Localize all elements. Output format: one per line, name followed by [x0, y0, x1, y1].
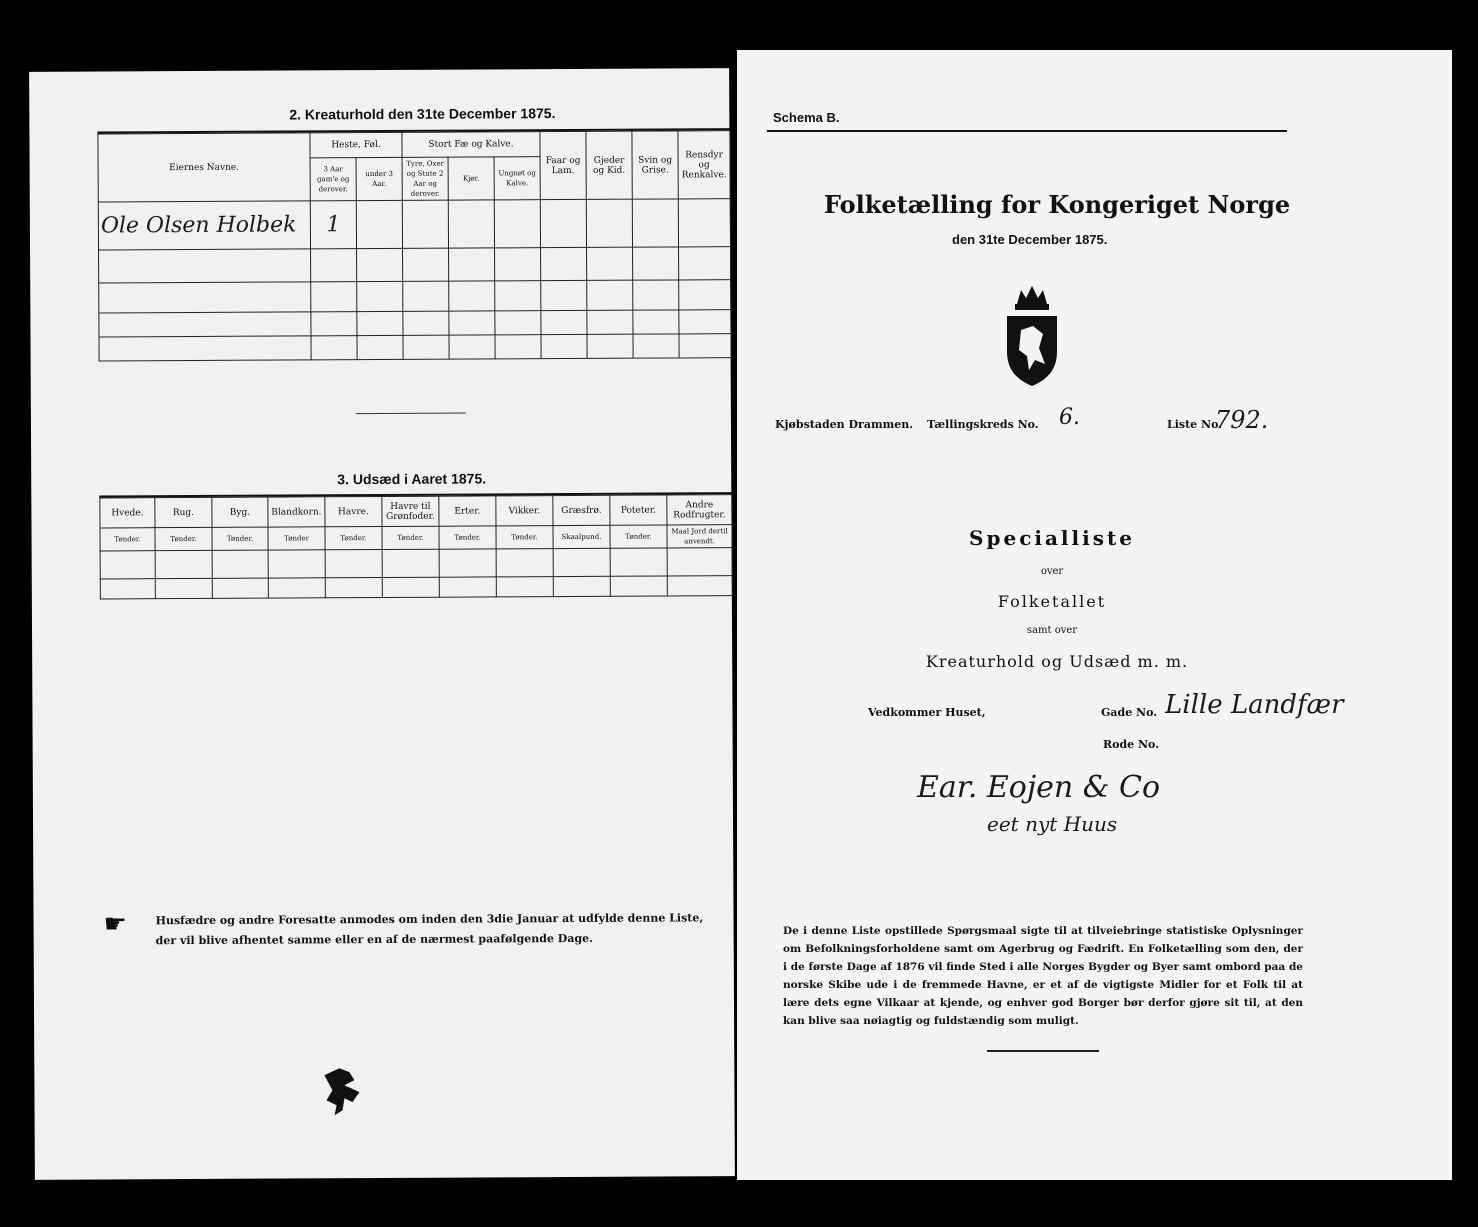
cell: [99, 312, 311, 337]
owner-handwriting-line1: Ear. Eojen & Co: [917, 770, 1161, 805]
right-page: [737, 50, 1452, 1180]
table-row: [98, 199, 730, 250]
cell: [633, 310, 679, 334]
over-text: over: [1040, 566, 1064, 577]
cell: [268, 578, 325, 598]
cell: [356, 200, 402, 248]
cell: [496, 577, 553, 597]
gade-value: Lille Landfær: [1165, 690, 1344, 720]
cell: [402, 200, 448, 248]
col-cattle-header: Stort Fæ og Kalve.: [402, 132, 540, 158]
cell: [403, 281, 449, 311]
header-rule: [767, 130, 1287, 132]
cell: [439, 577, 496, 597]
gade-label: Gade No.: [1101, 706, 1158, 719]
main-title: Folketælling for Kongeriget Norge: [823, 190, 1291, 219]
sowing-col-header: Græsfrø.: [553, 495, 610, 525]
sowing-col-unit: Skaalpund.: [553, 525, 610, 548]
table-row: [100, 576, 732, 599]
col-pigs-header: Svin og Grise.: [632, 131, 678, 199]
col-sheep-header: Faar og Lam.: [540, 131, 586, 199]
cell: [311, 249, 357, 282]
kreds-label: Tællingskreds No.: [927, 418, 1039, 431]
cell: [155, 578, 212, 598]
folketallet-heading: Folketallet: [997, 592, 1107, 611]
cell: [99, 249, 311, 283]
cell: [587, 334, 633, 358]
cell: [311, 336, 357, 360]
kreds-value: 6.: [1059, 405, 1080, 430]
cell: [541, 247, 587, 280]
sowing-col-unit: Maal Jord dertil anvendt.: [667, 525, 732, 548]
cell: [553, 548, 610, 576]
sowing-col-header: Poteter.: [610, 495, 667, 525]
cell: [325, 577, 382, 597]
cell: [610, 548, 667, 576]
cell: [541, 280, 587, 310]
cell: [100, 579, 155, 599]
left-page: [29, 68, 735, 1180]
table-row: [99, 334, 731, 361]
census-date: den 31te December 1875.: [952, 232, 1108, 247]
cell: [357, 281, 403, 311]
col-horses-young-header: under 3 Aar.: [356, 157, 402, 200]
cell: [633, 247, 679, 280]
col-goats-header: Gjeder og Kid.: [586, 131, 632, 199]
cell: [311, 312, 357, 336]
cell: [268, 550, 325, 578]
cell: [325, 549, 382, 577]
cell: [448, 200, 494, 248]
cell: [667, 576, 732, 596]
cell: [449, 281, 495, 311]
cell: [633, 280, 679, 310]
liste-value: 792.: [1215, 406, 1269, 434]
col-bulls-header: Tyre, Oxer og Stute 2 Aar og derover.: [402, 157, 448, 200]
cell: [311, 282, 357, 312]
cell: [667, 548, 732, 576]
cell: [212, 550, 268, 578]
sowing-col-header: Rug.: [155, 497, 212, 527]
cell: [495, 248, 541, 281]
table-row: [99, 247, 731, 283]
col-cows-header: Kjør.: [448, 157, 494, 200]
col-horses-old-header: 3 Aar gam'e og derover.: [310, 158, 356, 201]
sowing-col-header: Havre.: [325, 496, 382, 526]
cell: [540, 199, 586, 247]
kjobstad-label: Kjøbstaden Drammen.: [775, 418, 914, 431]
cell: [496, 549, 553, 577]
samt-over-text: samt over: [1026, 625, 1078, 636]
liste-label: Liste No.: [1167, 418, 1223, 431]
pointing-hand-icon: ☛: [103, 909, 127, 940]
cell: [610, 576, 667, 596]
section3-title: 3. Udsæd i Aaret 1875.: [337, 470, 487, 488]
section2-title: 2. Kreaturhold den 31te December 1875.: [289, 105, 556, 123]
livestock-table: [97, 130, 731, 361]
sowing-col-unit: Tønder.: [100, 528, 155, 551]
sowing-col-unit: Tønder.: [212, 527, 268, 550]
vedkommer-label: Vedkommer Huset,: [868, 706, 986, 719]
sowing-col-unit: Tønder.: [439, 526, 496, 549]
divider: [356, 413, 466, 415]
cell: [553, 576, 610, 596]
col-horses-header: Heste, Føl.: [310, 132, 402, 157]
cell: [541, 334, 587, 358]
notice-text: Husfædre og andre Foresatte anmodes om inden den 3die Januar at udfylde denne Liste, der vil blive afhentet samme eller en af de nærmest paafølgende Dage.: [155, 911, 704, 948]
sowing-col-header: Hvede.: [100, 498, 155, 528]
owner-name-cell: Ole Olsen Holbek: [98, 201, 310, 250]
cell: [439, 549, 496, 577]
cell: [679, 310, 731, 334]
table-row: [99, 310, 731, 337]
sowing-col-header: Havre til Grønfoder.: [382, 496, 439, 526]
cell: [357, 335, 403, 359]
ink-blot: [314, 1060, 384, 1130]
sowing-col-header: Byg.: [212, 497, 268, 527]
cell: [494, 200, 540, 248]
cell: [357, 311, 403, 335]
cell: [633, 334, 679, 358]
cell: [679, 247, 731, 280]
cell: [679, 334, 731, 358]
cell: [99, 336, 311, 361]
cell: [403, 311, 449, 335]
cell: [495, 311, 541, 335]
cell: [99, 282, 311, 313]
divider: [987, 1050, 1099, 1052]
sowing-col-unit: Tønder.: [382, 526, 439, 549]
cell: [382, 549, 439, 577]
cell: [449, 335, 495, 359]
cell: [382, 577, 439, 597]
cell: [403, 248, 449, 281]
sowing-col-header: Vikker.: [496, 496, 553, 526]
specialliste-heading: Specialliste: [969, 526, 1135, 550]
cell: [541, 310, 587, 334]
cell: [155, 550, 212, 578]
schema-label: Schema B.: [773, 110, 840, 125]
sowing-col-header: Andre Rodfrugter.: [667, 495, 732, 525]
info-paragraph: De i denne Liste opstillede Spørgsmaal sigte til at tilveiebringe statistiske Oplysninger om Befolkningsforholdene samt om Agerbrug og Fædrift. En Folketælling som den, der i de første Dage af 1876 vil finde Sted i alle Norges Bygder og Byer samt ombord paa de norske Skibe ude i de fremmede Havne, er et af de vigtigste Midler for et Folk til at lære dets egne Vilkaar at kjende, og enhver god Borger bør derfor gjøre sit til, at den kan blive saa nøiagtig og fuldstændig som muligt.: [783, 925, 1303, 1027]
cell: [495, 281, 541, 311]
cell: [495, 335, 541, 359]
bleed-through-text: [32, 222, 97, 1122]
cell: [357, 248, 403, 281]
owner-handwriting-line2: eet nyt Huus: [987, 812, 1118, 836]
col-young-cattle-header: Ungnøt og Kalve.: [494, 157, 540, 200]
horses-old-cell: 1: [310, 201, 356, 249]
cell: [587, 247, 633, 280]
col-reindeer-header: Rensdyr og Renkalve.: [678, 131, 730, 199]
col-owner-header: Eiernes Navne.: [98, 133, 310, 202]
sowing-col-unit: Tønder.: [325, 526, 382, 549]
cell: [403, 335, 449, 359]
cell: [678, 199, 730, 247]
cell: [449, 248, 495, 281]
cell: [212, 578, 268, 598]
cell: [632, 199, 678, 247]
sowing-col-unit: Tønder.: [610, 525, 667, 548]
cell: [586, 199, 632, 247]
table-row: [99, 280, 731, 313]
table-row: [100, 548, 732, 579]
cell: [449, 311, 495, 335]
kreaturhold-heading: Kreaturhold og Udsæd m. m.: [925, 652, 1189, 671]
sowing-col-header: Erter.: [439, 496, 496, 526]
cell: [587, 310, 633, 334]
cell: [679, 280, 731, 310]
coat-of-arms-icon: [999, 280, 1065, 388]
cell: [100, 551, 155, 579]
cell: [587, 280, 633, 310]
sowing-col-unit: Tønder: [268, 527, 325, 550]
sowing-col-header: Blandkorn.: [268, 497, 325, 527]
sowing-table: [99, 494, 733, 599]
rode-label: Rode No.: [1103, 738, 1160, 751]
sowing-col-unit: Tønder.: [496, 526, 553, 549]
sowing-col-unit: Tønder.: [155, 527, 212, 550]
